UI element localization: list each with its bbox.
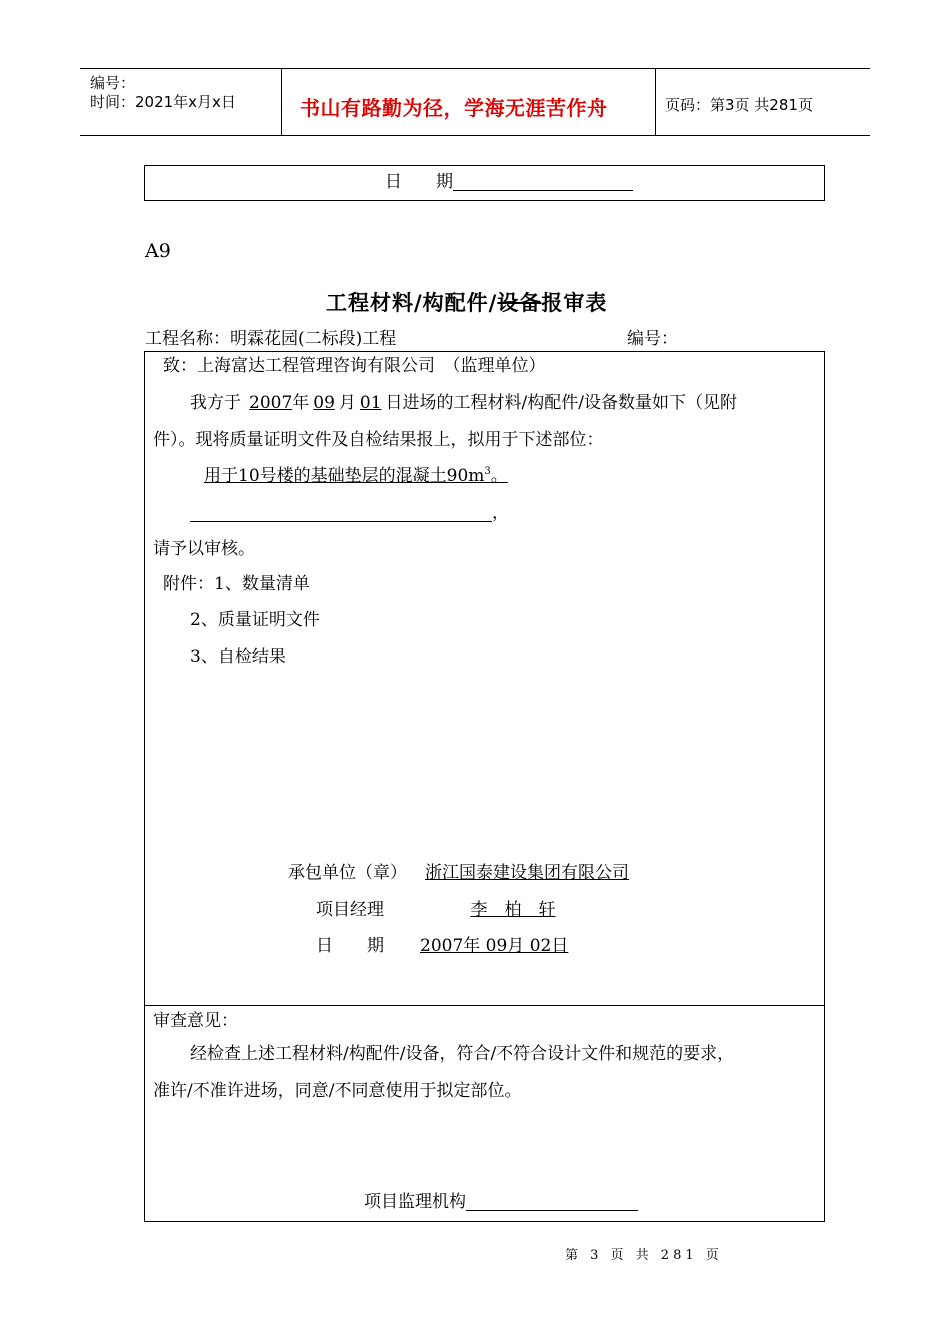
review-line-2: 准许/不准许进场，同意/不同意使用于拟定部位。 [153, 1081, 522, 1101]
date-value: 2007年 09月 02日 [420, 936, 569, 956]
project-name: 工程名称：明霖花园(二标段)工程 [145, 329, 397, 349]
date-row [316, 938, 588, 955]
top-date-blank [453, 173, 633, 191]
blank-line-underline [190, 504, 492, 522]
supervision-row [364, 1193, 638, 1211]
supervision-label: 项目监理机构 [364, 1192, 466, 1212]
intro-month-unit: 月 [338, 393, 356, 413]
form-title: 工程材料/构配件/设备报审表 [326, 290, 608, 315]
review-line-1: 经检查上述工程材料/构配件/设备，符合/不符合设计文件和规范的要求， [190, 1044, 735, 1064]
usage-text: 用于10号楼的基础垫层的混凝土90m [204, 465, 485, 486]
attachment-3: 3、自检结果 [190, 647, 286, 667]
usage-line [190, 467, 518, 485]
please-review: 请予以审核。 [153, 539, 255, 559]
date-label: 日 期 [316, 936, 384, 956]
header-divider-2 [655, 68, 656, 136]
manager-value: 李 柏 轩 [470, 900, 556, 920]
intro-suffix: 日进场的工程材料/构配件/设备数量如下（见附 [385, 393, 738, 413]
blank-comma: ， [492, 503, 509, 523]
section-code: A9 [145, 240, 171, 262]
usage-sup: 3 [484, 466, 491, 477]
contractor-label: 承包单位（章） [288, 863, 407, 883]
attachment-1: 附件：1、数量清单 [163, 574, 310, 594]
contractor-value: 浙江国泰建设集团有限公司 [425, 863, 629, 883]
attachment-2: 2、质量证明文件 [190, 610, 320, 630]
intro-month: 09 [313, 393, 335, 413]
intro-day: 01 [359, 393, 382, 413]
to-line: 致：上海富达工程管理咨询有限公司 （监理单位） [163, 356, 546, 376]
manager-row [316, 902, 642, 919]
header-divider-1 [281, 68, 282, 136]
top-date-row [385, 173, 633, 191]
page-footer: 第 3 页 共 281 页 [565, 1248, 723, 1263]
blank-line [190, 504, 509, 522]
intro-prefix: 我方于 [190, 393, 241, 413]
supervision-blank [466, 1193, 638, 1211]
usage-end: 。 [490, 465, 508, 486]
header-motto: 书山有路勤为径，学海无涯苦作舟 [300, 96, 608, 120]
intro-line-1 [190, 395, 737, 412]
intro-year-unit: 年 [292, 393, 310, 413]
header-top-rule [80, 68, 870, 69]
intro-line-2: 件）。现将质量证明文件及自检结果报上，拟用于下述部位： [153, 430, 604, 450]
header-page-info: 页码：第3页 共281页 [665, 96, 813, 114]
header-bottom-rule [80, 135, 870, 136]
header-time-label: 时间：2021年x月x日 [90, 93, 236, 111]
review-label: 审查意见： [153, 1011, 238, 1031]
form-number-label: 编号： [627, 329, 678, 349]
top-date-label: 日 期 [385, 172, 453, 192]
contractor-row [288, 865, 639, 882]
manager-label: 项目经理 [316, 900, 384, 920]
review-divider [144, 1005, 825, 1006]
header-number-label: 编号： [90, 74, 136, 92]
intro-year: 2007 [249, 393, 293, 413]
